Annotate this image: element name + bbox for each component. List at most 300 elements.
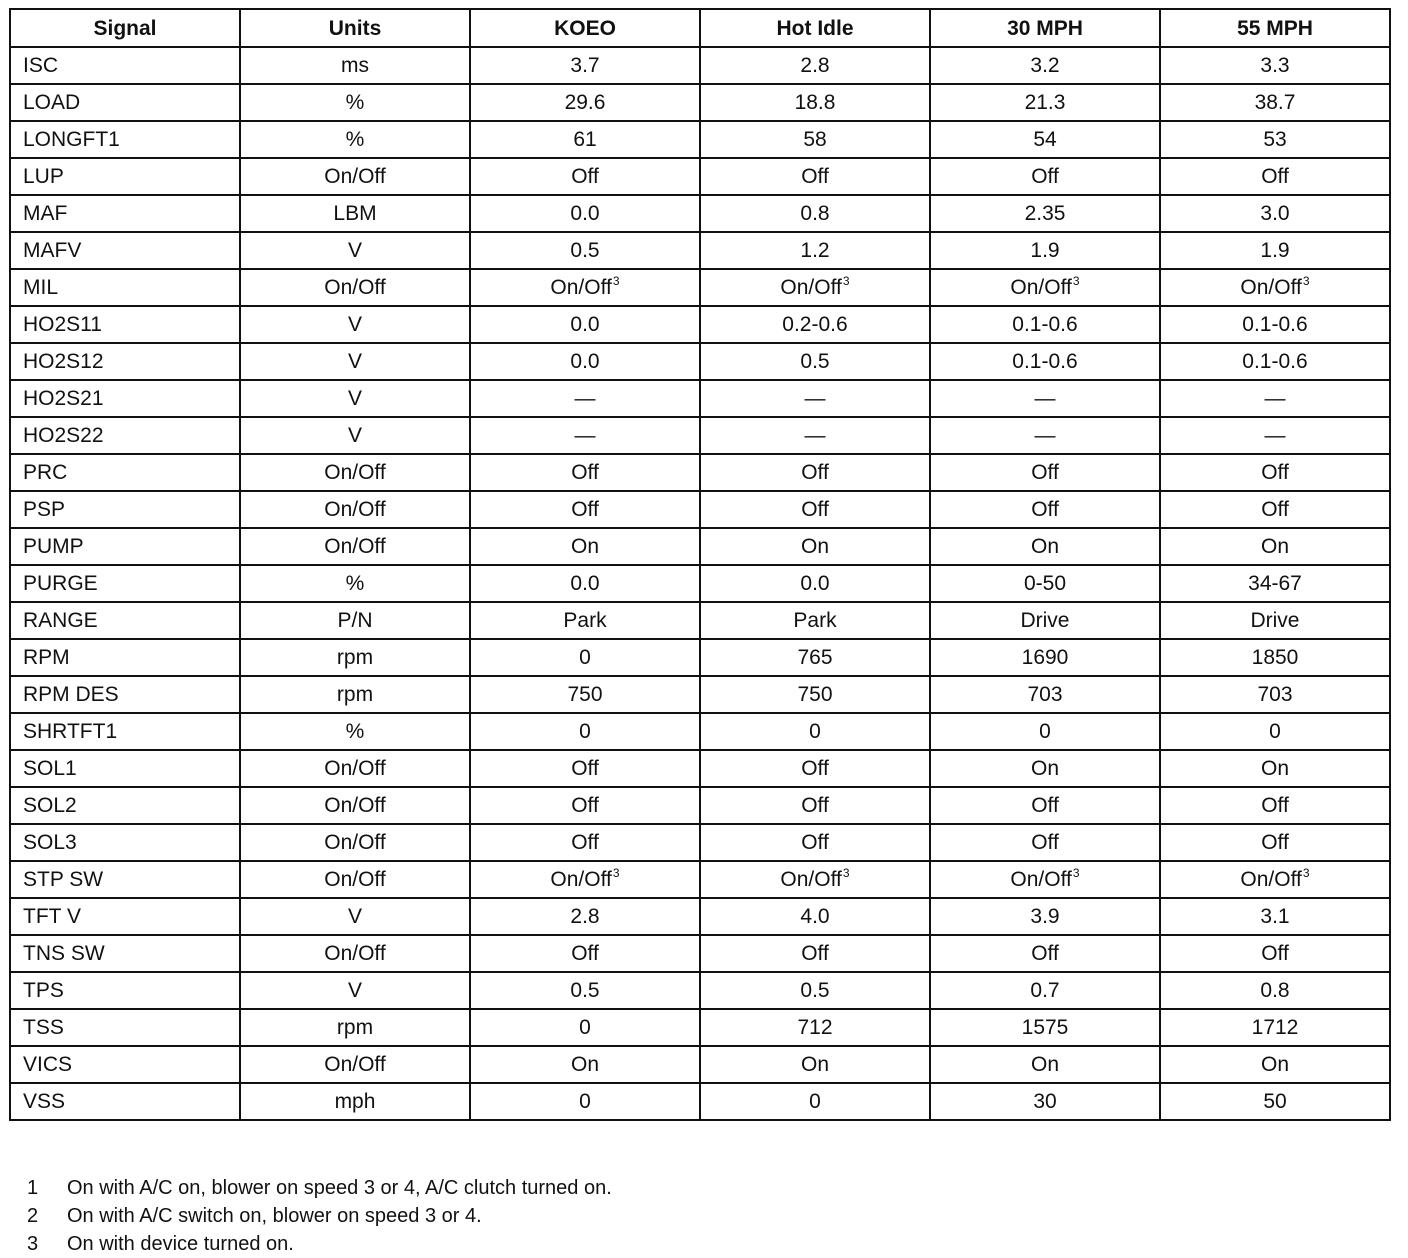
cell-55-mph: [1160, 639, 1390, 676]
cell-value: 0.0: [570, 313, 600, 336]
cell-value: 0: [579, 720, 591, 743]
cell-30-mph: [930, 565, 1160, 602]
cell-hot-idle: [700, 565, 930, 602]
cell-55-mph: [1160, 750, 1390, 787]
cell-units: mph: [240, 1083, 470, 1120]
cell-30-mph: [930, 935, 1160, 972]
cell-value: 0: [809, 1090, 821, 1113]
cell-55-mph: [1160, 343, 1390, 380]
cell-signal: HO2S12: [10, 343, 240, 380]
cell-value: 0: [809, 720, 821, 743]
cell-value: 1.9: [1260, 239, 1290, 262]
cell-value: On: [1260, 535, 1289, 558]
cell-value: Off: [1031, 498, 1059, 521]
cell-koeo: [470, 269, 700, 306]
cell-koeo: [470, 454, 700, 491]
cell-units: V: [240, 306, 470, 343]
cell-signal: PRC: [10, 454, 240, 491]
cell-55-mph: [1160, 713, 1390, 750]
table-row: [10, 195, 1390, 232]
cell-value: 703: [1257, 683, 1293, 706]
cell-value: On/Off: [780, 276, 842, 299]
footnote-text: On with A/C switch on, blower on speed 3 or 4.: [67, 1205, 482, 1227]
table-row: [10, 602, 1390, 639]
cell-30-mph: [930, 528, 1160, 565]
cell-hot-idle: [700, 491, 930, 528]
cell-value: 0.8: [1260, 979, 1290, 1002]
cell-value: 3.7: [570, 54, 600, 77]
cell-koeo: [470, 195, 700, 232]
header-row: [10, 9, 1390, 47]
cell-value: 0.5: [570, 239, 600, 262]
cell-value: Off: [571, 942, 599, 965]
cell-hot-idle: [700, 676, 930, 713]
cell-55-mph: [1160, 121, 1390, 158]
cell-signal: PURGE: [10, 565, 240, 602]
cell-value: 0: [1039, 720, 1051, 743]
cell-value: 0.5: [570, 979, 600, 1002]
cell-value: Off: [571, 461, 599, 484]
cell-55-mph: [1160, 602, 1390, 639]
cell-signal: HO2S11: [10, 306, 240, 343]
cell-value: 750: [797, 683, 833, 706]
table-row: [10, 84, 1390, 121]
cell-koeo: [470, 1083, 700, 1120]
cell-units: %: [240, 84, 470, 121]
cell-value: —: [574, 424, 596, 447]
cell-30-mph: [930, 824, 1160, 861]
table-row: [10, 1083, 1390, 1120]
cell-value: 61: [573, 128, 597, 151]
footnotes: [27, 1174, 612, 1258]
cell-hot-idle: [700, 47, 930, 84]
cell-koeo: [470, 121, 700, 158]
cell-koeo: [470, 602, 700, 639]
cell-value: Off: [801, 831, 829, 854]
cell-koeo: [470, 935, 700, 972]
cell-signal: LUP: [10, 158, 240, 195]
cell-value: —: [1034, 424, 1056, 447]
cell-signal: LONGFT1: [10, 121, 240, 158]
cell-signal: RPM: [10, 639, 240, 676]
cell-koeo: [470, 232, 700, 269]
cell-55-mph: [1160, 824, 1390, 861]
cell-value: Off: [571, 794, 599, 817]
cell-units: On/Off: [240, 787, 470, 824]
footnote: [27, 1202, 612, 1230]
cell-units: V: [240, 417, 470, 454]
table-row: [10, 454, 1390, 491]
cell-55-mph: [1160, 1083, 1390, 1120]
cell-hot-idle: [700, 972, 930, 1009]
cell-30-mph: [930, 84, 1160, 121]
cell-value: On/Off: [550, 868, 612, 891]
header-units: Units: [240, 9, 470, 47]
cell-55-mph: [1160, 491, 1390, 528]
cell-koeo: [470, 380, 700, 417]
cell-value: 0.5: [800, 350, 830, 373]
cell-signal: HO2S22: [10, 417, 240, 454]
cell-value: 712: [797, 1016, 833, 1039]
cell-value: On: [570, 1053, 599, 1076]
cell-55-mph: [1160, 676, 1390, 713]
cell-value: 50: [1263, 1090, 1287, 1113]
cell-koeo: [470, 787, 700, 824]
cell-units: rpm: [240, 1009, 470, 1046]
cell-hot-idle: [700, 750, 930, 787]
cell-30-mph: [930, 343, 1160, 380]
cell-hot-idle: [700, 1009, 930, 1046]
cell-hot-idle: [700, 121, 930, 158]
table-row: [10, 232, 1390, 269]
cell-hot-idle: [700, 861, 930, 898]
cell-value: 3.0: [1260, 202, 1290, 225]
footnote-marker: 3: [842, 274, 850, 288]
cell-hot-idle: [700, 824, 930, 861]
cell-value: On/Off: [1010, 276, 1072, 299]
cell-value: On: [1030, 1053, 1059, 1076]
cell-value: 1.9: [1030, 239, 1060, 262]
cell-55-mph: [1160, 935, 1390, 972]
cell-value: 0.8: [800, 202, 830, 225]
table-row: [10, 380, 1390, 417]
signal-table: [9, 8, 1391, 1121]
cell-value: 34-67: [1248, 572, 1302, 595]
header-signal: Signal: [10, 9, 240, 47]
cell-value: On: [1260, 757, 1289, 780]
cell-value: 30: [1033, 1090, 1057, 1113]
cell-value: 2.8: [800, 54, 830, 77]
cell-hot-idle: [700, 232, 930, 269]
cell-koeo: [470, 84, 700, 121]
cell-koeo: [470, 343, 700, 380]
cell-value: Off: [571, 165, 599, 188]
footnote-marker: 3: [1072, 866, 1080, 880]
cell-55-mph: [1160, 565, 1390, 602]
cell-30-mph: [930, 602, 1160, 639]
cell-hot-idle: [700, 343, 930, 380]
cell-signal: TPS: [10, 972, 240, 1009]
cell-55-mph: [1160, 898, 1390, 935]
cell-koeo: [470, 898, 700, 935]
cell-value: 0: [579, 1090, 591, 1113]
cell-55-mph: [1160, 861, 1390, 898]
cell-hot-idle: [700, 417, 930, 454]
cell-units: On/Off: [240, 861, 470, 898]
cell-30-mph: [930, 195, 1160, 232]
cell-value: 0.1-0.6: [1242, 350, 1308, 373]
cell-value: 1850: [1251, 646, 1299, 669]
cell-value: On: [1260, 1053, 1289, 1076]
cell-hot-idle: [700, 602, 930, 639]
cell-value: Drive: [1020, 609, 1070, 632]
cell-value: 3.2: [1030, 54, 1060, 77]
cell-koeo: [470, 824, 700, 861]
cell-units: V: [240, 898, 470, 935]
cell-hot-idle: [700, 454, 930, 491]
cell-value: —: [1264, 387, 1286, 410]
cell-value: 18.8: [794, 91, 836, 114]
cell-value: 0.0: [800, 572, 830, 595]
cell-value: Off: [571, 498, 599, 521]
cell-value: 0: [579, 1016, 591, 1039]
table-row: [10, 713, 1390, 750]
cell-units: On/Off: [240, 528, 470, 565]
cell-55-mph: [1160, 454, 1390, 491]
cell-hot-idle: [700, 84, 930, 121]
cell-30-mph: [930, 639, 1160, 676]
cell-koeo: [470, 306, 700, 343]
cell-value: Off: [1031, 165, 1059, 188]
cell-koeo: [470, 861, 700, 898]
cell-value: Off: [801, 757, 829, 780]
cell-units: On/Off: [240, 269, 470, 306]
cell-value: 703: [1027, 683, 1063, 706]
cell-value: 3.9: [1030, 905, 1060, 928]
cell-55-mph: [1160, 84, 1390, 121]
cell-hot-idle: [700, 787, 930, 824]
cell-55-mph: [1160, 195, 1390, 232]
table-row: [10, 491, 1390, 528]
cell-value: 0.1-0.6: [1242, 313, 1308, 336]
table-row: [10, 676, 1390, 713]
cell-koeo: [470, 565, 700, 602]
cell-value: —: [1264, 424, 1286, 447]
table-row: [10, 787, 1390, 824]
cell-value: 29.6: [564, 91, 606, 114]
cell-55-mph: [1160, 306, 1390, 343]
cell-30-mph: [930, 713, 1160, 750]
cell-value: 0: [1269, 720, 1281, 743]
cell-30-mph: [930, 1083, 1160, 1120]
signal-table-container: [9, 8, 1389, 1121]
cell-units: LBM: [240, 195, 470, 232]
cell-signal: VSS: [10, 1083, 240, 1120]
cell-30-mph: [930, 232, 1160, 269]
cell-units: On/Off: [240, 158, 470, 195]
cell-value: Off: [1031, 461, 1059, 484]
footnote-text: On with A/C on, blower on speed 3 or 4, A/C clutch turned on.: [67, 1177, 612, 1199]
cell-value: 3.3: [1260, 54, 1290, 77]
cell-signal: RPM DES: [10, 676, 240, 713]
cell-signal: LOAD: [10, 84, 240, 121]
footnote-marker: 3: [842, 866, 850, 880]
cell-signal: HO2S21: [10, 380, 240, 417]
cell-koeo: [470, 713, 700, 750]
cell-hot-idle: [700, 713, 930, 750]
footnote-text: On with device turned on.: [67, 1233, 294, 1255]
cell-signal: TFT V: [10, 898, 240, 935]
cell-30-mph: [930, 417, 1160, 454]
cell-55-mph: [1160, 380, 1390, 417]
cell-value: On/Off: [780, 868, 842, 891]
cell-value: 1575: [1021, 1016, 1069, 1039]
table-row: [10, 47, 1390, 84]
table-row: [10, 158, 1390, 195]
cell-signal: ISC: [10, 47, 240, 84]
cell-hot-idle: [700, 1046, 930, 1083]
cell-value: 21.3: [1024, 91, 1066, 114]
cell-30-mph: [930, 972, 1160, 1009]
header-30-mph: 30 MPH: [930, 9, 1160, 47]
cell-30-mph: [930, 1009, 1160, 1046]
cell-value: 1690: [1021, 646, 1069, 669]
table-row: [10, 417, 1390, 454]
cell-55-mph: [1160, 47, 1390, 84]
cell-30-mph: [930, 454, 1160, 491]
cell-30-mph: [930, 861, 1160, 898]
cell-30-mph: [930, 47, 1160, 84]
table-row: [10, 972, 1390, 1009]
cell-units: On/Off: [240, 935, 470, 972]
table-row: [10, 750, 1390, 787]
cell-value: Off: [1261, 165, 1289, 188]
cell-55-mph: [1160, 158, 1390, 195]
cell-value: Off: [801, 794, 829, 817]
cell-signal: MAF: [10, 195, 240, 232]
table-row: [10, 343, 1390, 380]
cell-value: Off: [1031, 831, 1059, 854]
cell-55-mph: [1160, 528, 1390, 565]
cell-30-mph: [930, 491, 1160, 528]
cell-value: 38.7: [1254, 91, 1296, 114]
header-koeo: KOEO: [470, 9, 700, 47]
cell-55-mph: [1160, 417, 1390, 454]
cell-value: On: [800, 1053, 829, 1076]
cell-55-mph: [1160, 787, 1390, 824]
cell-value: Off: [571, 831, 599, 854]
cell-value: 2.8: [570, 905, 600, 928]
cell-signal: PUMP: [10, 528, 240, 565]
cell-value: On/Off: [1240, 276, 1302, 299]
cell-value: On/Off: [1240, 868, 1302, 891]
cell-signal: MAFV: [10, 232, 240, 269]
table-row: [10, 1046, 1390, 1083]
cell-value: On: [800, 535, 829, 558]
cell-units: V: [240, 972, 470, 1009]
cell-value: 58: [803, 128, 827, 151]
cell-value: 0.5: [800, 979, 830, 1002]
cell-value: 750: [567, 683, 603, 706]
cell-value: Off: [801, 165, 829, 188]
cell-koeo: [470, 1046, 700, 1083]
cell-signal: SOL2: [10, 787, 240, 824]
cell-hot-idle: [700, 269, 930, 306]
cell-value: —: [1034, 387, 1056, 410]
footnote-number: 1: [27, 1177, 39, 1199]
cell-hot-idle: [700, 935, 930, 972]
cell-value: Off: [1261, 794, 1289, 817]
cell-value: 0.1-0.6: [1012, 313, 1078, 336]
cell-30-mph: [930, 787, 1160, 824]
footnote-number: 3: [27, 1233, 39, 1255]
cell-value: Off: [1261, 461, 1289, 484]
cell-value: On/Off: [1010, 868, 1072, 891]
cell-30-mph: [930, 380, 1160, 417]
cell-value: 0-50: [1023, 572, 1067, 595]
cell-value: On: [1030, 535, 1059, 558]
cell-55-mph: [1160, 1046, 1390, 1083]
cell-30-mph: [930, 676, 1160, 713]
cell-55-mph: [1160, 232, 1390, 269]
cell-value: Park: [793, 609, 837, 632]
cell-units: %: [240, 565, 470, 602]
cell-value: 54: [1033, 128, 1057, 151]
cell-value: 53: [1263, 128, 1287, 151]
cell-value: Park: [563, 609, 607, 632]
cell-units: On/Off: [240, 454, 470, 491]
cell-30-mph: [930, 269, 1160, 306]
cell-value: Off: [801, 461, 829, 484]
cell-value: 0: [579, 646, 591, 669]
cell-koeo: [470, 47, 700, 84]
cell-value: 765: [797, 646, 833, 669]
cell-value: Off: [571, 757, 599, 780]
cell-30-mph: [930, 898, 1160, 935]
cell-units: V: [240, 232, 470, 269]
cell-signal: PSP: [10, 491, 240, 528]
cell-units: rpm: [240, 676, 470, 713]
cell-value: 0.0: [570, 572, 600, 595]
footnote-number: 2: [27, 1205, 39, 1227]
cell-units: %: [240, 121, 470, 158]
cell-value: Off: [1261, 831, 1289, 854]
footnote-marker: 3: [1302, 274, 1310, 288]
cell-value: Off: [1031, 942, 1059, 965]
cell-koeo: [470, 158, 700, 195]
cell-units: On/Off: [240, 491, 470, 528]
cell-value: 3.1: [1260, 905, 1290, 928]
table-row: [10, 528, 1390, 565]
cell-units: On/Off: [240, 1046, 470, 1083]
cell-signal: SOL3: [10, 824, 240, 861]
cell-value: 0.0: [570, 202, 600, 225]
cell-units: V: [240, 380, 470, 417]
cell-signal: VICS: [10, 1046, 240, 1083]
cell-koeo: [470, 491, 700, 528]
table-row: [10, 639, 1390, 676]
table-row: [10, 1009, 1390, 1046]
cell-hot-idle: [700, 1083, 930, 1120]
footnote-marker: 3: [612, 274, 620, 288]
cell-value: 1712: [1251, 1016, 1299, 1039]
cell-units: rpm: [240, 639, 470, 676]
cell-koeo: [470, 750, 700, 787]
cell-hot-idle: [700, 195, 930, 232]
cell-signal: SHRTFT1: [10, 713, 240, 750]
cell-units: P/N: [240, 602, 470, 639]
cell-value: Off: [1261, 498, 1289, 521]
table-row: [10, 306, 1390, 343]
cell-55-mph: [1160, 1009, 1390, 1046]
cell-units: %: [240, 713, 470, 750]
cell-koeo: [470, 972, 700, 1009]
cell-30-mph: [930, 1046, 1160, 1083]
cell-units: ms: [240, 47, 470, 84]
cell-value: 2.35: [1024, 202, 1066, 225]
cell-value: Drive: [1250, 609, 1300, 632]
cell-value: Off: [801, 498, 829, 521]
table-row: [10, 121, 1390, 158]
cell-value: Off: [801, 942, 829, 965]
cell-hot-idle: [700, 306, 930, 343]
table-row: [10, 565, 1390, 602]
cell-hot-idle: [700, 639, 930, 676]
table-row: [10, 861, 1390, 898]
cell-value: 0.0: [570, 350, 600, 373]
cell-hot-idle: [700, 898, 930, 935]
cell-units: On/Off: [240, 750, 470, 787]
